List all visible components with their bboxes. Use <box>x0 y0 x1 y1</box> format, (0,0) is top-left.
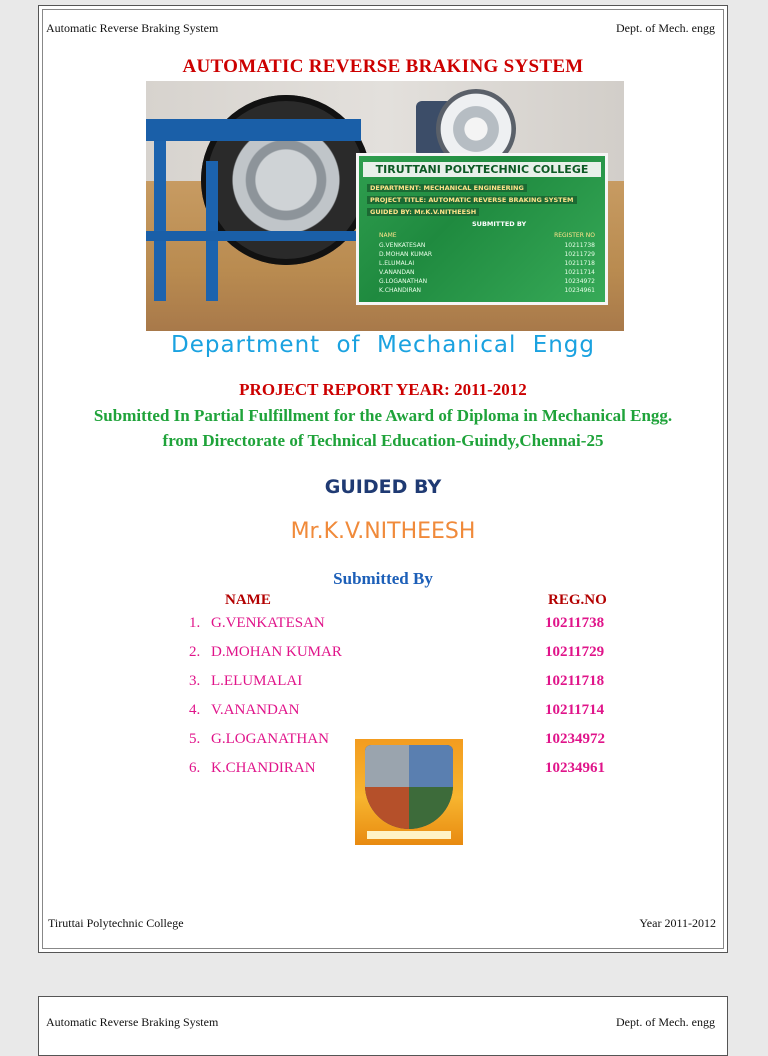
student-reg: 10211729 <box>545 644 605 660</box>
project-year: PROJECT REPORT YEAR: 2011-2012 <box>239 380 527 399</box>
photo-frame-base <box>146 231 356 241</box>
banner-row <box>379 242 595 249</box>
student-reg: 10211714 <box>545 702 605 718</box>
student-name: V.ANANDAN <box>211 702 300 718</box>
banner-col-headers <box>379 232 595 239</box>
student-reg: 10234972 <box>545 731 605 747</box>
row-number: 5. <box>189 731 201 747</box>
banner-row-name: G.LOGANATHAN <box>379 278 428 285</box>
student-reg: 10234961 <box>545 760 605 776</box>
banner-col-reg: REGISTER NO <box>554 232 595 239</box>
page2-header-left: Automatic Reverse Braking System <box>46 1015 219 1029</box>
student-reg: 10211738 <box>545 615 605 631</box>
banner-department: DEPARTMENT: MECHANICAL ENGINEERING <box>367 184 527 192</box>
banner-row-name: D.MOHAN KUMAR <box>379 251 433 258</box>
banner-row-name: L.ELUMALAI <box>379 260 415 267</box>
student-name: D.MOHAN KUMAR <box>211 644 342 660</box>
college-logo <box>355 739 463 845</box>
row-number: 2. <box>189 644 201 660</box>
banner-row-reg: 10211738 <box>564 242 595 249</box>
header-right: Dept. of Mech. engg <box>616 21 715 35</box>
student-row <box>189 731 329 748</box>
report-title: AUTOMATIC REVERSE BRAKING SYSTEM <box>182 56 584 77</box>
banner-submitted-by: SUBMITTED BY <box>472 220 527 228</box>
banner-row-reg: 10211714 <box>564 269 595 276</box>
guide-name: Mr.K.V.NITHEESH <box>290 519 476 544</box>
footer-right: Year 2011-2012 <box>639 916 716 930</box>
student-row <box>189 615 325 632</box>
student-name: G.LOGANATHAN <box>211 731 329 747</box>
banner-row-reg: 10234961 <box>564 287 595 294</box>
banner-row-reg: 10234972 <box>564 278 595 285</box>
student-name: L.ELUMALAI <box>211 673 303 689</box>
banner-col-name: NAME <box>379 232 397 239</box>
student-row <box>189 702 299 719</box>
student-row <box>189 673 302 690</box>
project-banner <box>356 153 608 305</box>
student-name: G.VENKATESAN <box>211 615 325 631</box>
row-number: 6. <box>189 760 201 776</box>
logo-antenna-quadrant <box>409 745 453 787</box>
logo-ribbon <box>367 831 451 839</box>
banner-row <box>379 260 595 267</box>
footer-left: Tiruttai Polytechnic College <box>48 916 184 930</box>
photo-frame-leg <box>154 121 166 301</box>
name-column-header: NAME <box>225 592 271 608</box>
banner-college: TIRUTTANI POLYTECHNIC COLLEGE <box>363 162 601 177</box>
submitted-by-label: Submitted By <box>333 569 433 588</box>
guided-by-label: GUIDED BY <box>324 476 442 498</box>
logo-road-quadrant <box>409 787 453 829</box>
banner-row-reg: 10211729 <box>564 251 595 258</box>
banner-row <box>379 269 595 276</box>
header-left: Automatic Reverse Braking System <box>46 21 219 35</box>
banner-row <box>379 278 595 285</box>
logo-shield <box>365 745 453 829</box>
logo-building-quadrant <box>365 787 409 829</box>
banner-row-name: G.VENKATESAN <box>379 242 426 249</box>
department-heading: Department of Mechanical Engg <box>171 332 595 358</box>
banner-row-reg: 10211718 <box>564 260 595 267</box>
banner-row <box>379 287 595 294</box>
submission-statement: Submitted In Partial Fulfillment for the Award of Diploma in Mechanical Engg. from Directorate of Technical Education-Guindy,Chennai-25 <box>93 406 673 450</box>
project-photo <box>146 81 624 331</box>
row-number: 3. <box>189 673 201 689</box>
banner-row-name: V.ANANDAN <box>379 269 415 276</box>
photo-frame-bar <box>146 119 361 141</box>
banner-guided-by: GUIDED BY: Mr.K.V.NITHEESH <box>367 208 479 216</box>
student-row <box>189 644 342 661</box>
reg-column-header: REG.NO <box>548 592 607 608</box>
banner-row <box>379 251 595 258</box>
row-number: 1. <box>189 615 201 631</box>
banner-row-name: K.CHANDIRAN <box>379 287 422 294</box>
row-number: 4. <box>189 702 201 718</box>
student-name: K.CHANDIRAN <box>211 760 316 776</box>
logo-gear-quadrant <box>365 745 409 787</box>
document-page <box>38 5 728 953</box>
next-page <box>38 996 728 1056</box>
banner-project-title: PROJECT TITLE: AUTOMATIC REVERSE BRAKING SYSTEM <box>367 196 577 204</box>
student-row <box>189 760 316 777</box>
student-reg: 10211718 <box>545 673 605 689</box>
page2-header-right: Dept. of Mech. engg <box>616 1015 715 1029</box>
